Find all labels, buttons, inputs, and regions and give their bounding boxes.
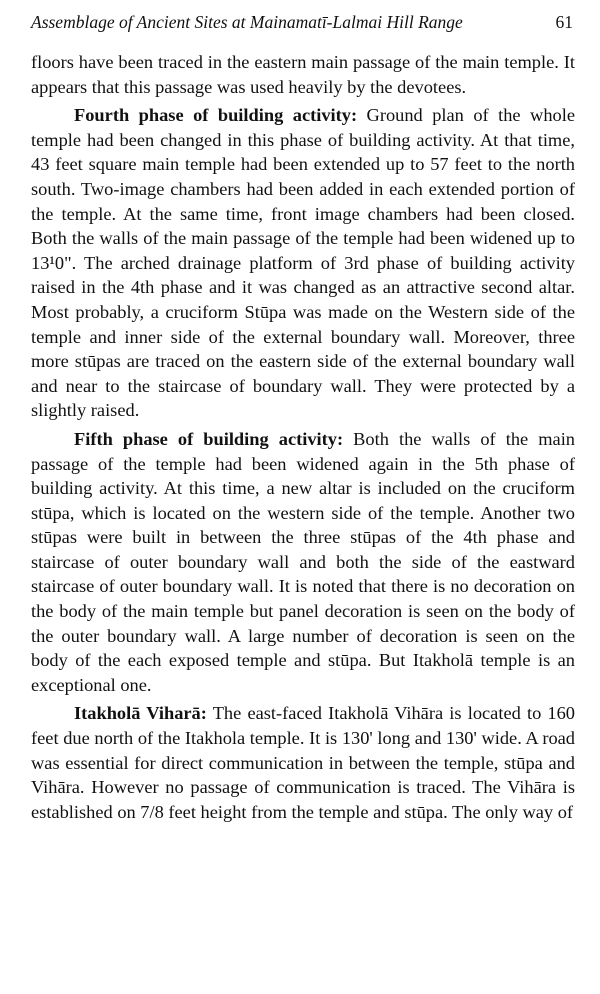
- book-page: [31, 12, 575, 824]
- page-number: 61: [555, 12, 573, 32]
- paragraph-continuation: [31, 50, 575, 99]
- paragraph-heading: Fourth phase of building activity:: [74, 105, 358, 126]
- body-text: [31, 50, 575, 824]
- paragraph-heading: Itakholā Viharā:: [74, 703, 207, 724]
- running-header: [31, 12, 575, 32]
- paragraph-text: The east-faced Itakholā Vihāra is located to 160 feet due north of the Itakhola temple. It is 130' long and 130' wide. A road was essential for direct communication in between the temple, stūpa and Vihāra. However no passage of communication is traced. The Vihāra is established on 7/8 feet height from the temple and stūpa. The only way of: [31, 703, 576, 822]
- paragraph-fourth-phase: [31, 103, 575, 423]
- paragraph-fifth-phase: [31, 427, 575, 698]
- paragraph-text: Both the walls of the main passage of the temple had been widened again in the 5th phase of building activity. At this time, a new altar is included on the cruciform stūpa, which is located on the western side of the temple. Another two stūpas were built in between the three stūpas of the 4th phase and staircase of outer boundary wall and both the side of the eastward staircase of outer boundary wall. It is noted that there is no decoration on the body of the main temple but panel decoration is seen on the body of the outer boundary wall. A large number of decoration is seen on the body of the each exposed temple and stūpa. But Itakholā temple is an exceptional one.: [31, 428, 576, 695]
- paragraph-itakhola-vihara: [31, 701, 575, 824]
- paragraph-heading: Fifth phase of building activity:: [74, 428, 344, 449]
- running-title: Assemblage of Ancient Sites at Mainamatī-Lalmai Hill Range: [31, 12, 463, 32]
- paragraph-text: floors have been traced in the eastern main passage of the main temple. It appears that this passage was used heavily by the devotees.: [31, 52, 575, 97]
- paragraph-text: Ground plan of the whole temple had been changed in this phase of building activity. At that time, 43 feet square main temple had been extended up to 57 feet to the north south. Two-image chambers had been added in each extended portion of the temple. At the same time, front image chambers had been closed. Both the walls of the main passage of the temple had been widened up to 13¹0". The arched drainage platform of 3rd phase of building activity raised in the 4th phase and it was changed as an attractive second altar. Most probably, a cruciform Stūpa was made on the Western side of the temple and inner side of the external boundary wall. Moreover, three more stūpas are traced on the eastern side of the external boundary wall and near to the staircase of boundary wall. They were protected by a slightly raised.: [31, 105, 575, 421]
